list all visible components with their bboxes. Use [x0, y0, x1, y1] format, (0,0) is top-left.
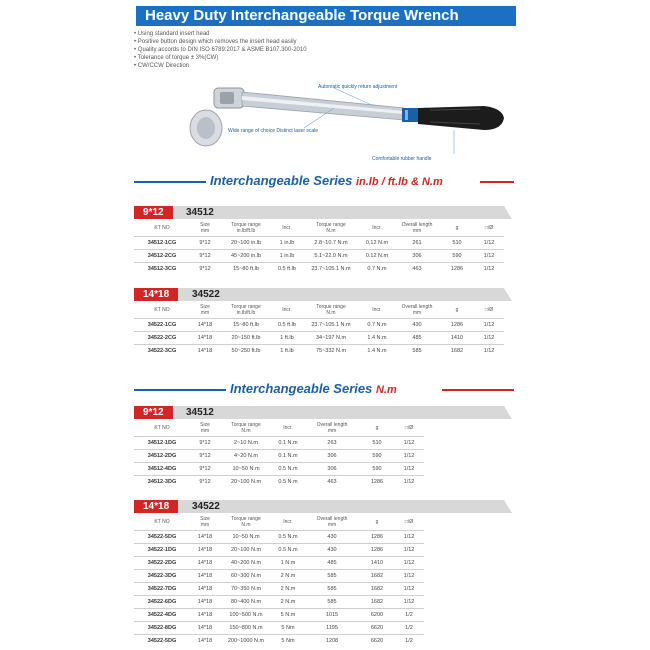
table-cell: 1/12	[403, 439, 415, 446]
title-banner	[136, 6, 516, 26]
col-header: Overall length mm	[401, 303, 433, 316]
col-header: Torque range in.lb/ft.lb	[231, 303, 261, 316]
table-cell: 1/12	[483, 265, 495, 272]
torque-wrench-image	[184, 78, 514, 160]
col-header: Incr.	[282, 224, 292, 231]
section-header	[134, 406, 512, 419]
col-header: Incr.	[372, 306, 382, 313]
table-cell: 1.4 N.m	[367, 347, 387, 354]
table-row	[134, 530, 424, 543]
table-cell: 1 in.lb	[279, 239, 295, 246]
model-code: 34522	[192, 289, 220, 300]
table-cell: 1/12	[403, 465, 415, 472]
col-header: KT NO	[154, 306, 170, 313]
table-cell: 15~80 ft.lb	[233, 321, 259, 328]
model-number-cell: 34522-4DG	[147, 611, 177, 618]
model-number-cell: 34512-2DG	[147, 452, 177, 459]
table-cell: 2~10 N.m	[234, 439, 258, 446]
annotation-quick-return: Automatic quickly return adjustment	[318, 84, 398, 90]
table-cell: 23.7~105.1 N.m	[311, 321, 351, 328]
weight-icon: g	[375, 424, 379, 431]
series1-title: Interchangeable Series	[210, 173, 353, 188]
table-cell: 14*18	[197, 321, 213, 328]
table-cell: 5.1~22.0 N.m	[314, 252, 348, 259]
table-cell: 430	[327, 546, 337, 553]
table-cell: 2 N.m	[280, 598, 296, 605]
table-cell: 14*18	[197, 546, 213, 553]
table-row	[134, 249, 504, 262]
series2-banner	[134, 382, 514, 398]
table-cell: 485	[412, 334, 422, 341]
table-cell: 70~350 N.m	[230, 585, 262, 592]
table-cell: 1286	[370, 478, 384, 485]
table-cell: 0.5 ft.lb	[277, 321, 297, 328]
col-header: Incr.	[372, 224, 382, 231]
model-number-cell: 34522-5DG	[147, 533, 177, 540]
model-code: 34512	[186, 407, 214, 418]
col-header: Torque range N.m	[231, 515, 261, 528]
table-cell: 1286	[370, 533, 384, 540]
size-tab: 14*18	[134, 500, 178, 513]
drive-icon: □/Ø	[484, 224, 494, 231]
annotation-laser-scale: Wide range of choice Distinct laser scale	[228, 128, 319, 134]
feature-item: • CW/CCW Direction	[134, 62, 394, 70]
table-cell: 306	[327, 465, 337, 472]
table-cell: 1/12	[403, 478, 415, 485]
table-row	[134, 569, 424, 582]
table-cell: 9*12	[199, 239, 211, 246]
feature-list	[134, 30, 394, 70]
table-cell: 1/12	[403, 598, 415, 605]
table-cell: 9*12	[199, 478, 211, 485]
table-row	[134, 262, 504, 275]
table-cell: 14*18	[197, 585, 213, 592]
table-cell: 1682	[370, 572, 384, 579]
table-cell: 20~150 ft.lb	[231, 334, 261, 341]
table-cell: 10~50 N.m	[232, 465, 260, 472]
table-cell: 463	[327, 478, 337, 485]
table-row	[134, 595, 424, 608]
table-cell: 5 Nm	[281, 637, 295, 644]
table-cell: 1.4 N.m	[367, 334, 387, 341]
model-number-cell: 34512-4DG	[147, 465, 177, 472]
spec-table	[134, 220, 504, 275]
table-cell: 150~800 N.m	[229, 624, 263, 631]
table-cell: 430	[327, 533, 337, 540]
table-cell: 585	[412, 347, 422, 354]
table-cell: 1/12	[483, 347, 495, 354]
series1-units: in.lb / ft.lb & N.m	[355, 176, 443, 188]
table-cell: 1/12	[483, 321, 495, 328]
col-header: Size mm	[200, 303, 210, 316]
table-cell: 60~300 N.m	[230, 572, 262, 579]
table-cell: 100~500 N.m	[229, 611, 263, 618]
col-header: Size mm	[200, 221, 210, 234]
table-row	[134, 582, 424, 595]
table-cell: 14*18	[197, 334, 213, 341]
table-cell: 15~80 ft.lb	[233, 265, 259, 272]
table-cell: 200~1000 N.m	[227, 637, 265, 644]
table-cell: 0.1 N.m	[278, 439, 298, 446]
spec-table	[134, 302, 504, 357]
table-cell: 80~400 N.m	[230, 598, 262, 605]
size-tab: 9*12	[134, 406, 173, 419]
table-cell: 50~250 ft.lb	[231, 347, 261, 354]
col-header: Size mm	[200, 421, 210, 434]
table-cell: 0.5 N.m	[278, 546, 298, 553]
table-cell: 1/12	[483, 334, 495, 341]
table-cell: 510	[372, 439, 382, 446]
table-cell: 1/12	[403, 559, 415, 566]
table-cell: 0.12 N.m	[365, 239, 389, 246]
model-number-cell: 34522-2CG	[147, 334, 177, 341]
feature-item: • Using standard insert head	[134, 30, 394, 38]
table-cell: 14*18	[197, 598, 213, 605]
table-cell: 1/12	[483, 252, 495, 259]
table-row	[134, 462, 424, 475]
table-cell: 14*18	[197, 347, 213, 354]
table-cell: 23.7~105.1 N.m	[311, 265, 351, 272]
table-row	[134, 621, 424, 634]
weight-icon: g	[375, 518, 379, 525]
table-cell: 0.7 N.m	[367, 321, 387, 328]
table-cell: 1/12	[403, 452, 415, 459]
table-cell: 1682	[370, 598, 384, 605]
table-cell: 0.1 N.m	[278, 452, 298, 459]
feature-item: • Tolerance of torque ± 3%(CW)	[134, 54, 394, 62]
table-cell: 14*18	[197, 533, 213, 540]
model-number-cell: 34522-2DG	[147, 559, 177, 566]
col-header: Overall length mm	[316, 421, 348, 434]
series1-banner	[134, 174, 514, 190]
model-number-cell: 34512-1CG	[147, 239, 177, 246]
model-number-cell: 34512-3CG	[147, 265, 177, 272]
size-tab: 9*12	[134, 206, 173, 219]
table-cell: 263	[327, 439, 337, 446]
col-header: Incr.	[283, 518, 293, 525]
table-row	[134, 436, 424, 449]
table-cell: 306	[327, 452, 337, 459]
table-cell: 1/12	[403, 546, 415, 553]
table-cell: 1286	[370, 546, 384, 553]
table-cell: 6200	[370, 611, 384, 618]
table-cell: 585	[327, 572, 337, 579]
table-cell: 20~100 in.lb	[230, 239, 262, 246]
model-number-cell: 34522-3DG	[147, 572, 177, 579]
annotation-rubber-handle: Comfortable rubber handle	[372, 156, 432, 162]
col-header: Torque range N.m	[316, 221, 346, 234]
table-cell: 1 in.lb	[279, 252, 295, 259]
table-cell: 1286	[450, 265, 464, 272]
table-cell: 1195	[326, 624, 338, 631]
table-cell: 40~200 N.m	[230, 559, 262, 566]
table-cell: 261	[412, 239, 422, 246]
table-cell: 0.12 N.m	[365, 252, 389, 259]
model-number-cell: 34512-2CG	[147, 252, 177, 259]
table-cell: 9*12	[199, 439, 211, 446]
model-number-cell: 34522-8DG	[147, 624, 177, 631]
table-cell: 2.8~10.7 N.m	[314, 239, 348, 246]
col-header: Incr.	[283, 424, 293, 431]
spec-table	[134, 514, 424, 647]
table-cell: 1/12	[483, 239, 495, 246]
table-cell: 4~20 N.m	[234, 452, 258, 459]
table-cell: 10~50 N.m	[232, 533, 260, 540]
table-cell: 5 N.m	[280, 611, 296, 618]
page-title: Heavy Duty Interchangeable Torque Wrench	[145, 7, 459, 24]
table-row	[134, 331, 504, 344]
weight-icon: g	[455, 306, 459, 313]
drive-icon: □/Ø	[404, 518, 414, 525]
table-cell: 1/12	[403, 585, 415, 592]
col-header: Torque range in.lb/ft.lb	[231, 221, 261, 234]
table-cell: 0.5 ft.lb	[277, 265, 297, 272]
table-cell: 510	[452, 239, 462, 246]
table-cell: 1682	[450, 347, 464, 354]
table-cell: 9*12	[199, 265, 211, 272]
table-cell: 14*18	[197, 611, 213, 618]
table-cell: 0.5 N.m	[278, 465, 298, 472]
table-cell: 0.5 N.m	[278, 533, 298, 540]
weight-icon: g	[455, 224, 459, 231]
table-cell: 5 Nm	[281, 624, 295, 631]
table-cell: 1/2	[405, 637, 413, 644]
col-header: Overall length mm	[316, 515, 348, 528]
section-header	[134, 288, 512, 301]
table-cell: 9*12	[199, 465, 211, 472]
table-cell: 34~197 N.m	[315, 334, 347, 341]
model-number-cell: 34522-5DG	[147, 637, 177, 644]
table-cell: 430	[412, 321, 422, 328]
table-cell: 14*18	[197, 624, 213, 631]
table-cell: 1 ft.lb	[280, 347, 294, 354]
table-cell: 9*12	[199, 252, 211, 259]
model-number-cell: 34522-7DG	[147, 585, 177, 592]
table-row	[134, 608, 424, 621]
table-cell: 45~200 in.lb	[230, 252, 262, 259]
feature-item: • Quality accords to DIN ISO 6789:2017 & ASME B107.300-2010	[134, 46, 394, 54]
section-header	[134, 500, 512, 513]
table-cell: 590	[372, 452, 382, 459]
table-row	[134, 556, 424, 569]
table-row	[134, 318, 504, 331]
col-header: KT NO	[154, 424, 170, 431]
table-cell: 2 N.m	[280, 585, 296, 592]
table-cell: 0.5 N.m	[278, 478, 298, 485]
col-header: Torque range N.m	[316, 303, 346, 316]
model-number-cell: 34522-6DG	[147, 598, 177, 605]
spec-table	[134, 420, 424, 488]
model-number-cell: 34522-3CG	[147, 347, 177, 354]
model-code: 34522	[192, 501, 220, 512]
table-row	[134, 344, 504, 357]
model-number-cell: 34522-1DG	[147, 546, 177, 553]
table-cell: 9*12	[199, 452, 211, 459]
table-row	[134, 543, 424, 556]
table-cell: 585	[327, 585, 337, 592]
table-cell: 20~100 N.m	[230, 546, 262, 553]
table-cell: 590	[452, 252, 462, 259]
series2-units: N.m	[375, 384, 397, 396]
col-header: KT NO	[154, 518, 170, 525]
table-cell: 1/12	[403, 572, 415, 579]
table-cell: 1208	[325, 637, 339, 644]
table-cell: 585	[327, 598, 337, 605]
table-cell: 1286	[450, 321, 464, 328]
drive-icon: □/Ø	[404, 424, 414, 431]
table-cell: 463	[412, 265, 422, 272]
table-cell: 590	[372, 465, 382, 472]
col-header: Incr.	[282, 306, 292, 313]
feature-item: • Positive button design which removes the insert head easily	[134, 38, 394, 46]
table-row	[134, 475, 424, 488]
table-cell: 14*18	[197, 637, 213, 644]
size-tab: 14*18	[134, 288, 178, 301]
table-cell: 1/2	[405, 611, 413, 618]
col-header: KT NO	[154, 224, 170, 231]
table-cell: 0.7 N.m	[367, 265, 387, 272]
table-row	[134, 449, 424, 462]
table-cell: 6620	[370, 637, 384, 644]
table-cell: 20~100 N.m	[230, 478, 262, 485]
table-cell: 1410	[450, 334, 464, 341]
table-cell: 1682	[370, 585, 384, 592]
table-cell: 14*18	[197, 572, 213, 579]
model-number-cell: 34522-1CG	[147, 321, 177, 328]
table-cell: 1015	[325, 611, 339, 618]
col-header: Size mm	[200, 515, 210, 528]
col-header: Overall length mm	[401, 221, 433, 234]
table-row	[134, 236, 504, 249]
table-cell: 75~332 N.m	[315, 347, 347, 354]
table-cell: 306	[412, 252, 422, 259]
table-cell: 1/2	[405, 624, 413, 631]
table-cell: 1 ft.lb	[280, 334, 294, 341]
table-cell: 485	[327, 559, 337, 566]
series2-title: Interchangeable Series	[230, 381, 373, 396]
table-cell: 14*18	[197, 559, 213, 566]
table-cell: 6620	[370, 624, 384, 631]
col-header: Torque range N.m	[231, 421, 261, 434]
model-number-cell: 34512-1DG	[147, 439, 177, 446]
table-cell: 1410	[370, 559, 384, 566]
table-row	[134, 634, 424, 647]
model-code: 34512	[186, 207, 214, 218]
drive-icon: □/Ø	[484, 306, 494, 313]
table-cell: 1/12	[403, 533, 415, 540]
model-number-cell: 34512-3DG	[147, 478, 177, 485]
table-cell: 2 N.m	[280, 572, 296, 579]
section-header	[134, 206, 512, 219]
table-cell: 1 N.m	[280, 559, 296, 566]
